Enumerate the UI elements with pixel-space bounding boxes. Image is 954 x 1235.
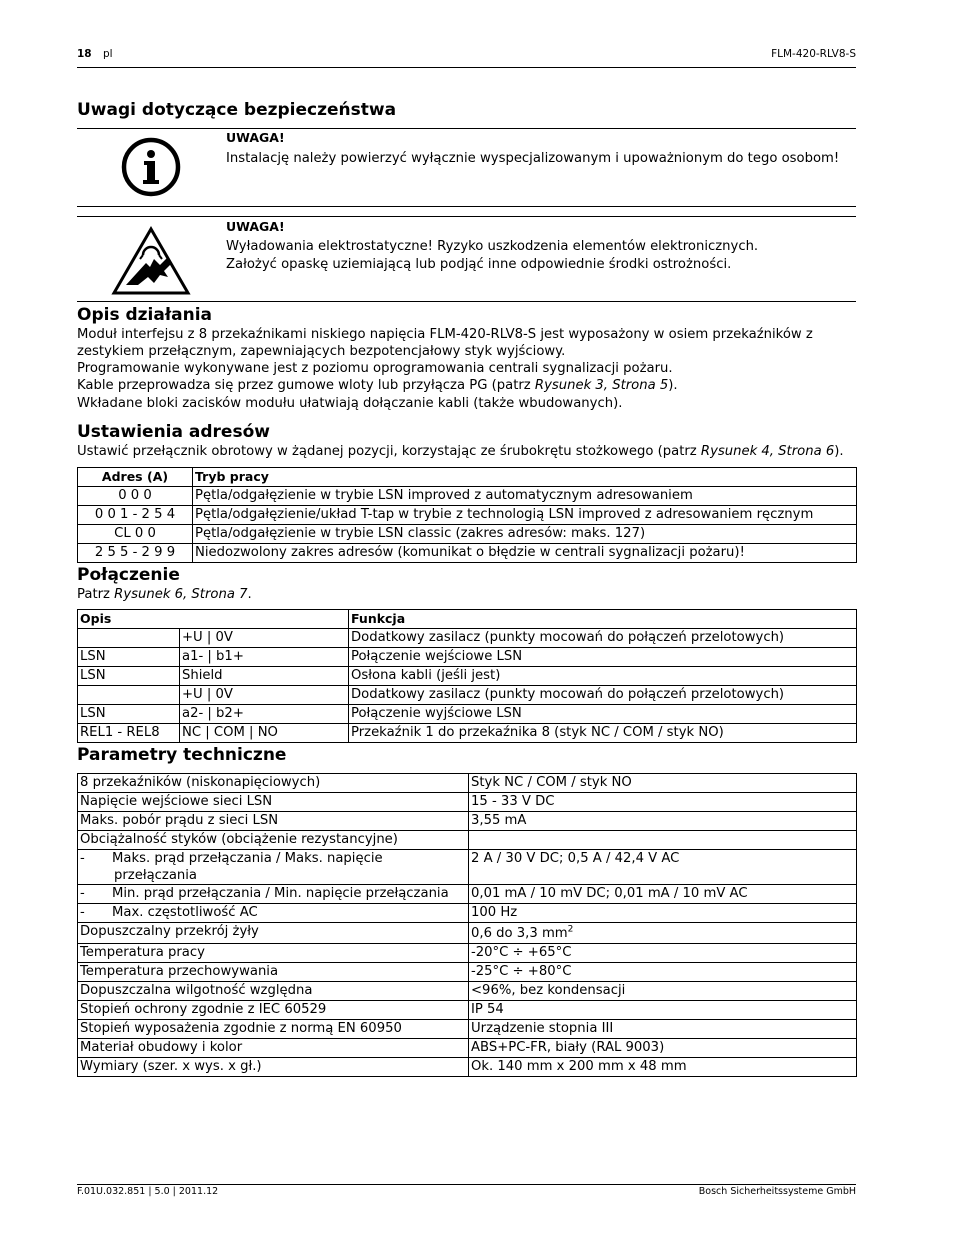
figure-reference: Rysunek 3, Strona 5 — [534, 378, 669, 393]
table-row — [78, 1058, 857, 1077]
page-number: 18 — [77, 48, 92, 60]
table-row — [78, 923, 857, 944]
table-row — [78, 885, 857, 904]
info-icon — [118, 136, 184, 198]
table-header: Funkcja — [349, 610, 857, 629]
param-value — [469, 831, 857, 850]
esd-warning-icon — [110, 225, 192, 297]
note-rule — [77, 206, 856, 207]
param-value: -20°C ÷ +65°C — [469, 944, 857, 963]
param-label: - Maks. prąd przełączania / Maks. napięcie przełączania — [78, 850, 469, 885]
table-row — [78, 686, 857, 705]
table-row — [78, 667, 857, 686]
table-row — [78, 506, 857, 525]
table-row — [78, 1020, 857, 1039]
param-value: 0,6 do 3,3 $mm^2$ — [469, 923, 857, 944]
table-cell: Niedozwolony zakres adresów (komunikat o błędzie w centrali sygnalizacji pożaru)! — [193, 544, 857, 563]
param-value: 15 - 33 V DC — [469, 793, 857, 812]
list-dash: - — [80, 851, 85, 866]
note-text: Wyładowania elektrostatyczne! Ryzyko uszkodzenia elementów elektronicznych. — [226, 239, 759, 254]
table-cell: Połączenie wyjściowe LSN — [349, 705, 857, 724]
list-dash: - — [80, 905, 85, 920]
table-row — [78, 1039, 857, 1058]
param-label: Stopień ochrony zgodnie z IEC 60529 — [78, 1001, 469, 1020]
table-cell — [78, 686, 180, 705]
note-text: Instalację należy powierzyć wyłącznie wyspecjalizowanym i upoważnionym do tego osobom! — [226, 151, 840, 166]
param-label: Obciążalność styków (obciążenie rezystancyjne) — [78, 831, 469, 850]
section-title-opis: Opis działania — [77, 305, 213, 325]
param-value: Urządzenie stopnia III — [469, 1020, 857, 1039]
table-header: Opis — [78, 610, 349, 629]
table-row — [78, 648, 857, 667]
param-label: Dopuszczalny przekrój żyły — [78, 923, 469, 944]
param-label: Napięcie wejściowe sieci LSN — [78, 793, 469, 812]
table-cell: CL 0 0 — [78, 525, 193, 544]
param-value: ABS+PC-FR, biały (RAL 9003) — [469, 1039, 857, 1058]
table-cell: Pętla/odgałęzienie w trybie LSN classic (zakres adresów: maks. 127) — [193, 525, 857, 544]
table-cell: 0 0 1 - 2 5 4 — [78, 506, 193, 525]
note-rule — [77, 301, 856, 302]
param-value: 100 Hz — [469, 904, 857, 923]
table-row — [78, 629, 857, 648]
opis-line: Wkładane bloki zacisków modułu ułatwiają dołączanie kabli (także wbudowanych). — [77, 396, 623, 411]
table-row — [78, 525, 857, 544]
opis-line: Moduł interfejsu z 8 przekaźnikami niskiego napięcia FLM-420-RLV8-S jest wyposażony w osiem przekaźników z — [77, 327, 813, 342]
footer-rule — [77, 1184, 856, 1185]
param-value: 2 A / 30 V DC; 0,5 A / 42,4 V AC — [469, 850, 857, 885]
table-row — [78, 812, 857, 831]
opis-line: Kable przeprowadza się przez gumowe wloty lub przyłącza PG (patrz Rysunek 3, Strona 5). — [77, 378, 678, 393]
table-row — [78, 831, 857, 850]
opis-line: Programowanie wykonywane jest z poziomu oprogramowania centrali sygnalizacji pożaru. — [77, 361, 673, 376]
param-label: Stopień wyposażenia zgodnie z normą EN 60950 — [78, 1020, 469, 1039]
table-cell: REL1 - REL8 — [78, 724, 180, 743]
table-cell: Przekaźnik 1 do przekaźnika 8 (styk NC / COM / styk NO) — [349, 724, 857, 743]
param-label: Temperatura pracy — [78, 944, 469, 963]
language-code: pl — [103, 48, 113, 60]
table-cell: LSN — [78, 667, 180, 686]
table-cell: Dodatkowy zasilacz (punkty mocowań do połączeń przelotowych) — [349, 686, 857, 705]
table-cell: LSN — [78, 705, 180, 724]
table-cell: Dodatkowy zasilacz (punkty mocowań do połączeń przelotowych) — [349, 629, 857, 648]
table-row — [78, 774, 857, 793]
polaczenie-intro: Patrz Rysunek 6, Strona 7. — [77, 587, 252, 602]
table-cell: Shield — [180, 667, 349, 686]
table-row — [78, 963, 857, 982]
note-rule — [77, 128, 856, 129]
table-row — [78, 850, 857, 885]
param-label: Materiał obudowy i kolor — [78, 1039, 469, 1058]
param-value: Ok. 140 mm x 200 mm x 48 mm — [469, 1058, 857, 1077]
table-row — [78, 705, 857, 724]
param-label: 8 przekaźników (niskonapięciowych) — [78, 774, 469, 793]
table-row — [78, 904, 857, 923]
opis-line: zestykiem przełącznym, zapewniających bezpotencjałowy styk wyjściowy. — [77, 344, 566, 359]
figure-reference: Rysunek 6, Strona 7 — [114, 587, 248, 602]
table-row — [78, 487, 857, 506]
table-cell: Połączenie wejściowe LSN — [349, 648, 857, 667]
param-value: 0,01 mA / 10 mV DC; 0,01 mA / 10 mV AC — [469, 885, 857, 904]
table-row — [78, 944, 857, 963]
table-cell: 0 0 0 — [78, 487, 193, 506]
table-row — [78, 544, 857, 563]
table-cell: Osłona kabli (jeśli jest) — [349, 667, 857, 686]
param-label: Dopuszczalna wilgotność względna — [78, 982, 469, 1001]
param-label: - Min. prąd przełączania / Min. napięcie przełączania — [78, 885, 469, 904]
footer-company: Bosch Sicherheitssysteme GmbH — [698, 1186, 856, 1197]
figure-reference: Rysunek 4, Strona 6 — [700, 444, 835, 459]
table-row — [78, 793, 857, 812]
table-cell: a2- | b2+ — [180, 705, 349, 724]
table-cell: a1- | b1+ — [180, 648, 349, 667]
adresy-intro: Ustawić przełącznik obrotowy w żądanej pozycji, korzystając ze śrubokrętu stożkowego (patrz Rysunek 4, Strona 6). — [77, 444, 844, 459]
table-row — [78, 982, 857, 1001]
table-cell: 2 5 5 - 2 9 9 — [78, 544, 193, 563]
table-cell — [78, 629, 180, 648]
table-cell: Pętla/odgałęzienie w trybie LSN improved z automatycznym adresowaniem — [193, 487, 857, 506]
note-rule — [77, 216, 856, 217]
note-text: Założyć opaskę uziemiającą lub podjąć inne odpowiednie środki ostrożności. — [226, 257, 732, 272]
table-cell: +U | 0V — [180, 629, 349, 648]
list-dash: - — [80, 886, 85, 901]
table-cell: NC | COM | NO — [180, 724, 349, 743]
document-code: FLM-420-RLV8-S — [771, 48, 856, 60]
footer-doc-info: F.01U.032.851 | 5.0 | 2011.12 — [77, 1186, 219, 1197]
param-label: Temperatura przechowywania — [78, 963, 469, 982]
table-row — [78, 1001, 857, 1020]
note-label: UWAGA! — [226, 130, 285, 145]
table-cell: Pętla/odgałęzienie/układ T-tap w trybie z technologią LSN improved z adresowaniem ręcznym — [193, 506, 857, 525]
table-cell: LSN — [78, 648, 180, 667]
technical-data-table — [77, 773, 857, 1077]
connection-table — [77, 609, 857, 743]
param-label: Wymiary (szer. x wys. x gł.) — [78, 1058, 469, 1077]
section-title-parametry: Parametry techniczne — [77, 745, 287, 765]
param-label: - Max. częstotliwość AC — [78, 904, 469, 923]
param-label: Maks. pobór prądu z sieci LSN — [78, 812, 469, 831]
table-cell: +U | 0V — [180, 686, 349, 705]
param-value: <96%, bez kondensacji — [469, 982, 857, 1001]
param-value: IP 54 — [469, 1001, 857, 1020]
table-header: Tryb pracy — [193, 468, 857, 487]
param-value: Styk NC / COM / styk NO — [469, 774, 857, 793]
table-row — [78, 724, 857, 743]
table-header: Adres (A) — [78, 468, 193, 487]
section-title-polaczenie: Połączenie — [77, 565, 180, 585]
section-title-safety: Uwagi dotyczące bezpieczeństwa — [77, 100, 397, 120]
section-title-adresy: Ustawienia adresów — [77, 422, 270, 442]
param-value: 3,55 mA — [469, 812, 857, 831]
note-label: UWAGA! — [226, 219, 285, 234]
header-rule — [77, 67, 856, 68]
param-value: -25°C ÷ +80°C — [469, 963, 857, 982]
address-table — [77, 467, 857, 563]
